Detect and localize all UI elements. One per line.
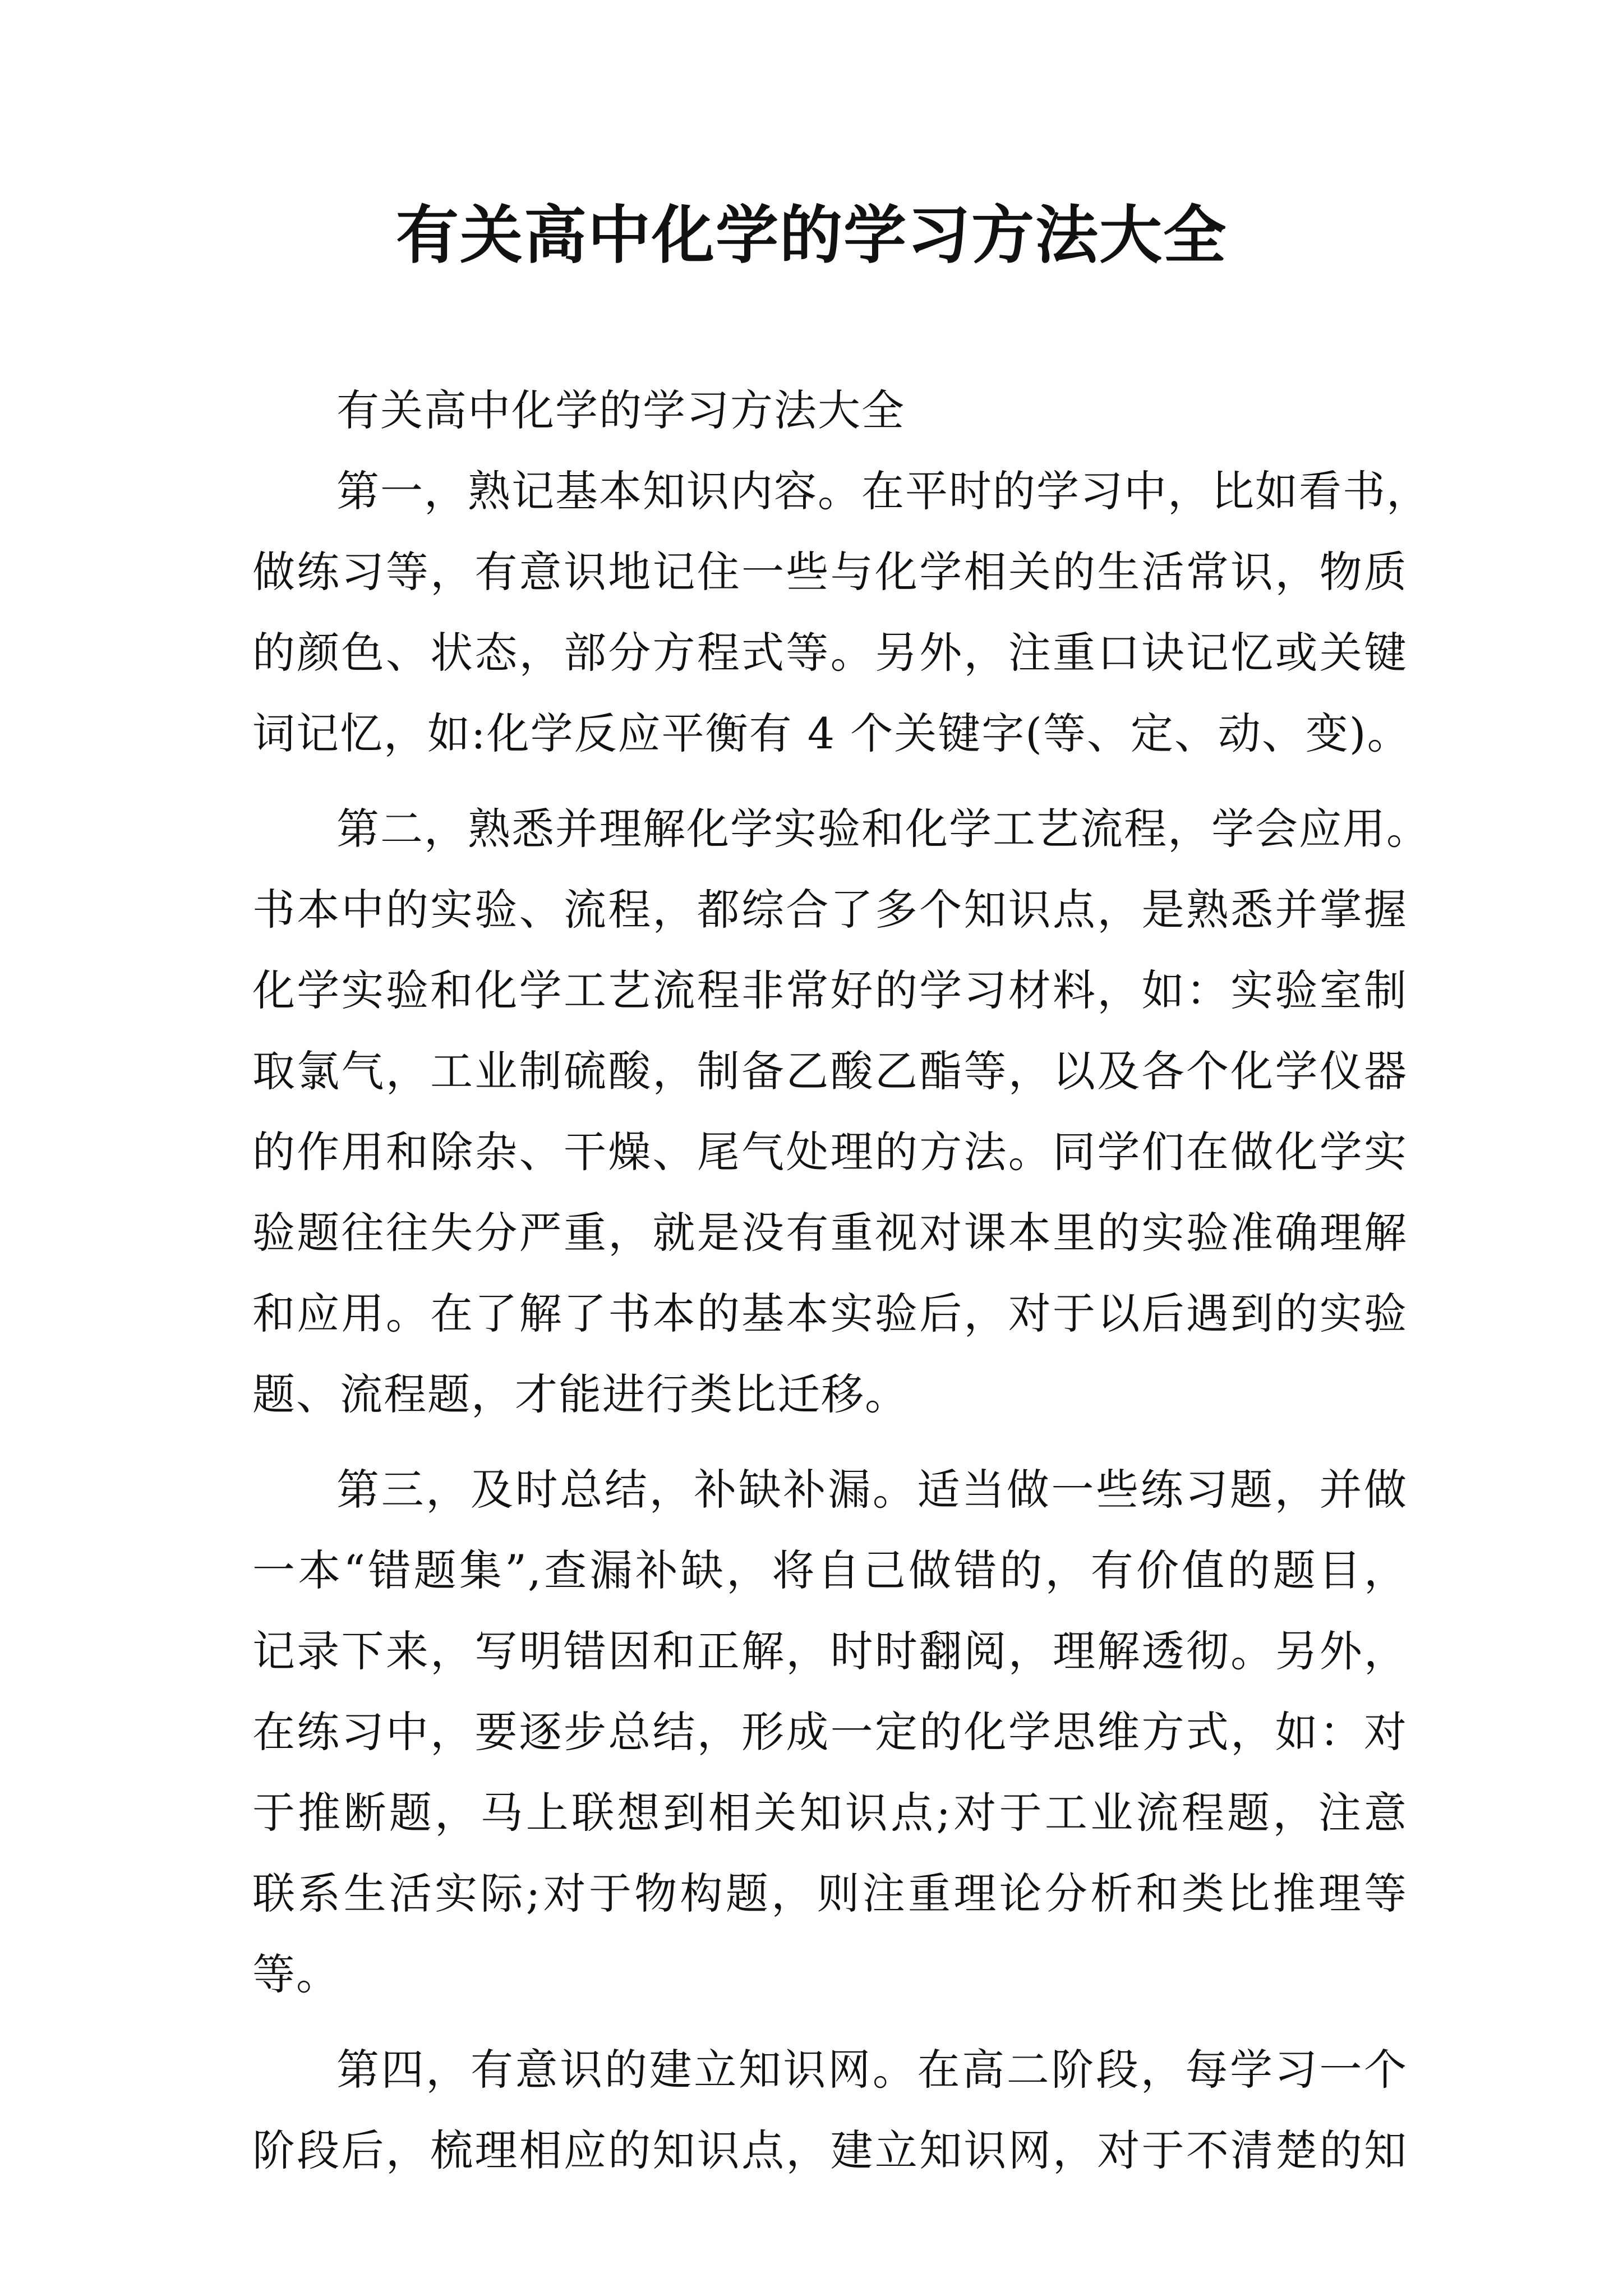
text-line: 和应用。在了解了书本的基本实验后，对于以后遇到的实验 bbox=[252, 1289, 1408, 1338]
paragraph-1 bbox=[252, 451, 1430, 774]
document-body bbox=[252, 370, 1430, 2191]
text-line: 第四，有意识的建立知识网。在高二阶段，每学习一个 bbox=[336, 2045, 1408, 2095]
text-line: 做练习等，有意识地记住一些与化学相关的生活常识，物质 bbox=[252, 547, 1408, 597]
text-line: 第三，及时总结，补缺补漏。适当做一些练习题，并做 bbox=[336, 1465, 1408, 1515]
text-line: 题、流程题，才能进行类比迁移。 bbox=[252, 1369, 909, 1419]
text-line: 在练习中，要逐步总结，形成一定的化学思维方式，如：对 bbox=[252, 1707, 1408, 1757]
text-line: 的作用和除杂、干燥、尾气处理的方法。同学们在做化学实 bbox=[252, 1127, 1408, 1177]
text-line: 一本“错题集”,查漏补缺，将自己做错的，有价值的题目， bbox=[252, 1545, 1408, 1595]
text-line: 联系生活实际;对于物构题，则注重理论分析和类比推理等 bbox=[252, 1869, 1408, 1918]
text-line: 化学实验和化学工艺流程非常好的学习材料，如：实验室制 bbox=[252, 965, 1408, 1015]
text-line: 词记忆，如:化学反应平衡有 4 个关键字(等、定、动、变)。 bbox=[252, 708, 1411, 758]
text-line: 记录下来，写明错因和正解，时时翻阅，理解透彻。另外， bbox=[252, 1626, 1408, 1676]
text-line: 的颜色、状态，部分方程式等。另外，注重口诀记忆或关键 bbox=[252, 628, 1408, 678]
text-line: 于推断题，马上联想到相关知识点;对于工业流程题，注意 bbox=[252, 1788, 1408, 1838]
text-line: 第一，熟记基本知识内容。在平时的学习中，比如看书， bbox=[336, 466, 1430, 516]
text-line: 验题往往失分严重，就是没有重视对课本里的实验准确理解 bbox=[252, 1208, 1408, 1258]
text-line: 阶段后，梳理相应的知识点，建立知识网，对于不清楚的知 bbox=[252, 2125, 1408, 2175]
text-line: 取氯气，工业制硫酸，制备乙酸乙酯等，以及各个化学仪器 bbox=[252, 1046, 1408, 1096]
paragraph-2 bbox=[252, 789, 1430, 1435]
text-line: 等。 bbox=[252, 1949, 340, 1999]
document-title: 有关高中化学的学习方法大全 bbox=[396, 199, 1227, 272]
paragraph-4 bbox=[252, 2030, 1408, 2191]
text-line: 书本中的实验、流程，都综合了多个知识点，是熟悉并掌握 bbox=[252, 885, 1408, 935]
document-subtitle: 有关高中化学的学习方法大全 bbox=[336, 385, 905, 435]
text-line: 第二，熟悉并理解化学实验和化学工艺流程，学会应用。 bbox=[336, 804, 1430, 854]
paragraph-3 bbox=[252, 1450, 1408, 2015]
